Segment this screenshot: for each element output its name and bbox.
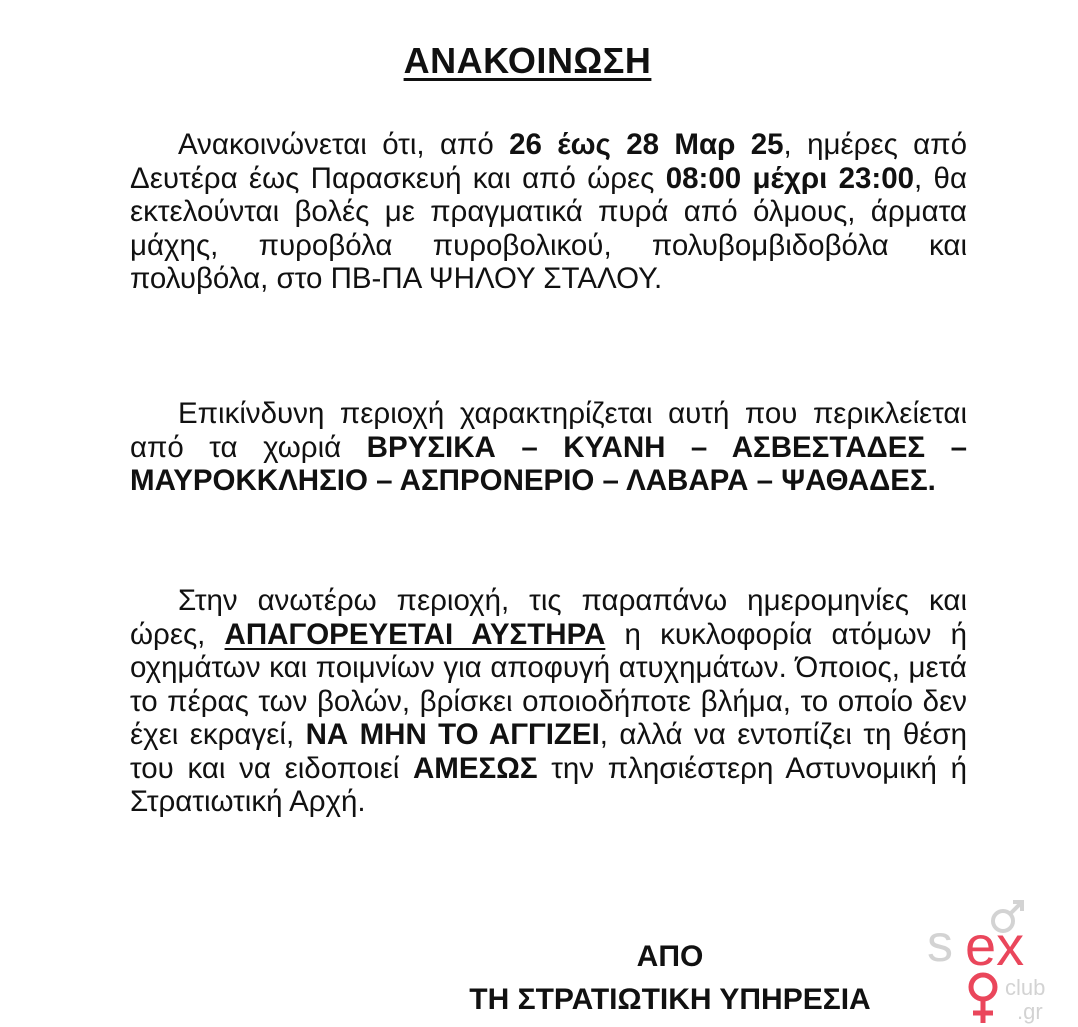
paragraph-prohibition-text-1: Στην ανωτέρω περιοχή, τις παραπάνω ημερομηνίες και ώρες, — [130, 584, 967, 651]
do-not-touch: ΝΑ ΜΗΝ ΤΟ ΑΓΓΙΖΕΙ — [305, 718, 600, 751]
female-symbol-icon — [971, 975, 995, 1023]
paragraph-danger-zone-text: Επικίνδυνη περιοχή χαρακτηρίζεται αυτή που περικλείεται από τα χωριά — [130, 397, 967, 464]
date-range: 26 έως 28 Μαρ 25 — [509, 128, 784, 161]
paragraph-prohibition-text-3: , αλλά να εντοπίζει τη θέση του και να ειδοποιεί — [130, 718, 968, 785]
paragraph-schedule — [130, 128, 967, 296]
paragraph-schedule-text-1: Ανακοινώνεται ότι, από — [178, 128, 510, 161]
paragraph-prohibition — [130, 584, 967, 819]
watermark-s: s — [927, 915, 953, 973]
paragraph-schedule-text-2: , ημέρες από Δευτέρα έως Παρασκευή και από ώρες — [130, 128, 967, 195]
watermark-club: club — [1005, 975, 1046, 1000]
page-title: ΑΝΑΚΟΙΝΩΣΗ — [403, 40, 652, 81]
watermark-logo — [925, 895, 1075, 1027]
signature-line-2: ΤΗ ΣΤΡΑΤΙΩΤΙΚΗ ΥΠΗΡΕΣΙΑ — [469, 983, 871, 1016]
paragraph-prohibition-text-2: η κυκλοφορία ατόμων ή οχημάτων και ποιμνίων για αποφυγή ατυχημάτων. Όποιος, μετά το πέρας των βολών, βρίσκει οποιοδήποτε βλήμα, το οποίο δεν έχει εκραγεί, — [130, 617, 967, 751]
time-range: 08:00 μέχρι 23:00 — [665, 161, 915, 195]
paragraph-danger-zone — [130, 397, 967, 498]
watermark-ex: ex — [965, 914, 1025, 977]
paragraph-prohibition-text-4: την πλησιέστερη Αστυνομική ή Στρατιωτική Αρχή. — [130, 751, 968, 818]
signature-line-1: ΑΠΟ — [636, 940, 704, 973]
immediately: ΑΜΕΣΩΣ — [412, 751, 538, 785]
watermark-gr: .gr — [1017, 999, 1043, 1024]
village-list: ΒΡΥΣΙΚΑ – ΚΥΑΝΗ – ΑΣΒΕΣΤΑΔΕΣ – ΜΑΥΡΟΚΚΛΗΣΙΟ – ΑΣΠΡΟΝΕΡΙΟ – ΛΑΒΑΡΑ – ΨΑΘΑΔΕΣ. — [130, 430, 967, 497]
strictly-prohibited: ΑΠΑΓΟΡΕΥΕΤΑΙ ΑΥΣΤΗΡΑ — [224, 617, 606, 651]
paragraph-schedule-text-3: , θα εκτελούνται βολές με πραγματικά πυρά από όλμους, άρματα μάχης, πυροβόλα πυροβολικού, πολυβομβιδοβόλα και πολυβόλα, στο ΠΒ-ΠΑ ΨΗΛΟΥ ΣΤΑΛΟΥ. — [130, 161, 967, 295]
